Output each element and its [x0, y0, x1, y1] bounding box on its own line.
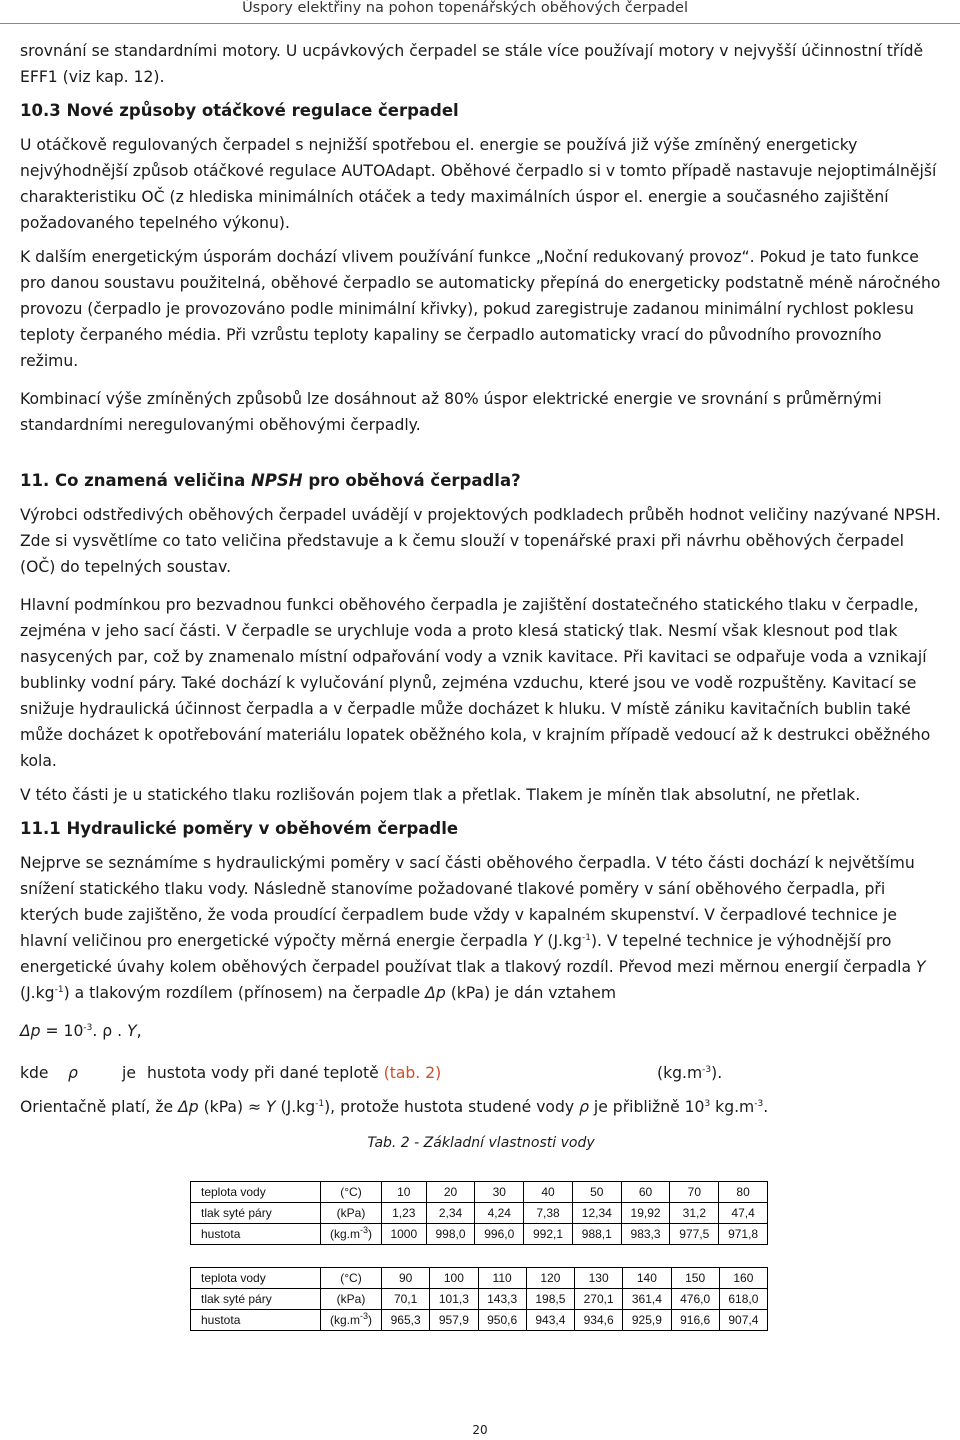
table-cell: 10 — [382, 1182, 427, 1203]
table-cell: 925,9 — [623, 1310, 671, 1331]
table-cell: 101,3 — [430, 1289, 478, 1310]
table-cell: 992,1 — [524, 1224, 573, 1245]
table-cell: 90 — [382, 1268, 430, 1289]
table-reference-link[interactable]: (tab. 2) — [383, 1064, 442, 1082]
table-cell: 988,1 — [572, 1224, 621, 1245]
header-divider — [0, 23, 960, 24]
table-cell: 983,3 — [621, 1224, 670, 1245]
table-cell: (kPa) — [321, 1203, 382, 1224]
table-cell: teplota vody — [191, 1182, 321, 1203]
table-row — [191, 1224, 768, 1245]
table-cell: 80 — [719, 1182, 768, 1203]
table-cell: 998,0 — [426, 1224, 475, 1245]
table-cell: 618,0 — [719, 1289, 767, 1310]
paragraph-night-mode: K dalším energetickým úsporám dochází vlivem používání funkce „Noční redukovaný provoz“. Pokud je tato funkce pro danou soustavu použitelná, oběhové čerpadlo se automaticky přepíná do energeticky podstatně méně náročného provozu (čerpadlo je provozováno podle minimální křivky), pokud zaregistruje zadanou minimální rychlost poklesu teploty čerpaného média. Při vzrůstu teploty kapaliny se čerpadlo automaticky vrací do původního provozního režimu. — [20, 248, 941, 370]
paragraph-autoadapt: U otáčkově regulovaných čerpadel s nejnižší spotřebou el. energie se používá již výše zmíněný energeticky nejvýhodnější způsob otáčkové regulace AUTOAdapt. Oběhové čerpadlo si v tomto případě nastavuje nejoptimálnější charakteristiku OČ (z hlediska minimálních otáček a tedy maximálních úspor el. energie a současného zajištění požadovaného tepelného výkonu). — [20, 136, 937, 232]
table-cell: 19,92 — [621, 1203, 670, 1224]
table-cell: 1000 — [382, 1224, 427, 1245]
table-cell: 120 — [526, 1268, 574, 1289]
table-cell: 140 — [623, 1268, 671, 1289]
table-cell: 361,4 — [623, 1289, 671, 1310]
table-cell: $(kg.m^{-3})$ — [321, 1310, 382, 1331]
section-heading-11: 11. Co znamená veličina NPSH pro oběhová čerpadla? — [20, 471, 521, 490]
table-cell: 971,8 — [719, 1224, 768, 1245]
table-cell: 476,0 — [671, 1289, 719, 1310]
table-cell: 30 — [475, 1182, 524, 1203]
table-row — [191, 1203, 768, 1224]
paragraph-approximation: Orientačně platí, že Δp (kPa) ≈ Y $(J.kg^{-1})$, protože hustota studené vody ρ je přibližně $10^3$ $kg.m^{-3}$. — [20, 1098, 769, 1116]
table-cell: tlak syté páry — [191, 1289, 321, 1310]
paragraph-cavitation: Hlavní podmínkou pro bezvadnou funkci oběhového čerpadla je zajištění dostatečného statického tlaku v čerpadle, zejména v jeho sací části. V čerpadle se urychluje voda a proto klesá statický tlak. Nesmí však klesnout pod tlak nasycených par, což by znamenalo místní odpařování vody a vznik kavitace. Při kavitaci se odpařuje voda a vznikají bublinky vodní páry. Také dochází k vylučování plynů, zejména vzduchu, které jsou ve vodě rozpuštěny. Kavitací se snižuje hydraulická účinnost čerpadla a v čerpadle může docházet k hluku. V místě zániku kavitačních bublin také může docházet k opotřebování materiálu lopatek oběžného kola, v krajním případě vedoucí až k destrukci oběžného kola. — [20, 596, 931, 770]
table-cell: 957,9 — [430, 1310, 478, 1331]
table-cell: 934,6 — [575, 1310, 623, 1331]
table-cell: 160 — [719, 1268, 767, 1289]
table-cell: 916,6 — [671, 1310, 719, 1331]
table-cell: (kPa) — [321, 1289, 382, 1310]
paragraph-pressure-terms: V této části je u statického tlaku rozlišován pojem tlak a přetlak. Tlakem je míněn tlak absolutní, ne přetlak. — [20, 786, 861, 804]
table-cell: 70 — [670, 1182, 719, 1203]
table-cell: 20 — [426, 1182, 475, 1203]
table-cell: 143,3 — [478, 1289, 526, 1310]
table-cell: hustota — [191, 1310, 321, 1331]
variable-definition: kde ρ je hustota vody při dané teplotě (tab. 2) $(kg.m^{-3})$. — [20, 1064, 723, 1082]
table-cell: 965,3 — [382, 1310, 430, 1331]
table-cell: hustota — [191, 1224, 321, 1245]
table-cell: teplota vody — [191, 1268, 321, 1289]
table-cell: 50 — [572, 1182, 621, 1203]
formula: $\Delta p = 10^{-3}$. ρ . Y, — [20, 1022, 142, 1040]
section-heading-10-3: 10.3 Nové způsoby otáčkové regulace čerpadel — [20, 101, 459, 120]
table-cell: $(kg.m^{-3})$ — [321, 1224, 382, 1245]
table-cell: 130 — [575, 1268, 623, 1289]
table-cell: 270,1 — [575, 1289, 623, 1310]
table-cell: 950,6 — [478, 1310, 526, 1331]
table-cell: 100 — [430, 1268, 478, 1289]
table-cell: (°C) — [321, 1182, 382, 1203]
table-cell: 907,4 — [719, 1310, 767, 1331]
paragraph-intro: srovnání se standardními motory. U ucpávkových čerpadel se stále více používají motory v nejvyšší účinnostní třídě EFF1 (viz kap. 12). — [20, 42, 924, 86]
table-row — [191, 1182, 768, 1203]
water-properties-table-2 — [190, 1267, 768, 1331]
paragraph-savings: Kombinací výše zmíněných způsobů lze dosáhnout až 80% úspor elektrické energie ve srovnání s průměrnými standardními neregulovanými oběhovými čerpadly. — [20, 390, 882, 434]
table-cell: 2,34 — [426, 1203, 475, 1224]
table-cell: 12,34 — [572, 1203, 621, 1224]
table-cell: 40 — [524, 1182, 573, 1203]
table-cell: 31,2 — [670, 1203, 719, 1224]
table-caption: Tab. 2 - Základní vlastnosti vody — [367, 1135, 595, 1151]
paragraph-hydraulics: Nejprve se seznámíme s hydraulickými poměry v sací části oběhového čerpadla. V této části dochází k největšímu snížení statického tlaku vody. Následně stanovíme požadované tlakové poměry v sání oběhového čerpadla, při kterých bude zajištěno, že voda proudící čerpadlem bude vždy v kapalném skupenství. V čerpadlové technice je hlavní veličinou pro energetické výpočty měrná energie čerpadla Y $(J.kg^{-1})$. V tepelné technice je výhodnější pro energetické úvahy kolem oběhových čerpadel používat tlak a tlakový rozdíl. Převod mezi měrnou energií čerpadla Y $(J.kg^{-1})$ a tlakovým rozdílem (přínosem) na čerpadle Δp (kPa) je dán vztahem — [20, 854, 926, 1002]
running-header: Úspory elektřiny na pohon topenářských oběhových čerpadel — [242, 0, 688, 16]
page-number: 20 — [472, 1423, 488, 1437]
table-cell: 60 — [621, 1182, 670, 1203]
table-cell: 110 — [478, 1268, 526, 1289]
paragraph-npsh-intro: Výrobci odstředivých oběhových čerpadel uvádějí v projektových podkladech průběh hodnot veličiny nazývané NPSH. Zde si vysvětlíme co tato veličina představuje a k čemu slouží v topenářské praxi při návrhu oběhových čerpadel (OČ) do tepelných soustav. — [20, 506, 941, 576]
table-cell: 198,5 — [526, 1289, 574, 1310]
table-cell: 70,1 — [382, 1289, 430, 1310]
table-row — [191, 1268, 768, 1289]
table-cell: 150 — [671, 1268, 719, 1289]
table-cell: 4,24 — [475, 1203, 524, 1224]
table-cell: 7,38 — [524, 1203, 573, 1224]
table-cell: (°C) — [321, 1268, 382, 1289]
table-cell: 996,0 — [475, 1224, 524, 1245]
table-cell: 943,4 — [526, 1310, 574, 1331]
table-row — [191, 1289, 768, 1310]
page-body — [20, 38, 942, 1156]
table-row — [191, 1310, 768, 1331]
table-cell: 47,4 — [719, 1203, 768, 1224]
table-cell: tlak syté páry — [191, 1203, 321, 1224]
water-properties-table-1 — [190, 1181, 768, 1245]
table-cell: 1,23 — [382, 1203, 427, 1224]
table-cell: 977,5 — [670, 1224, 719, 1245]
section-heading-11-1: 11.1 Hydraulické poměry v oběhovém čerpadle — [20, 819, 459, 838]
